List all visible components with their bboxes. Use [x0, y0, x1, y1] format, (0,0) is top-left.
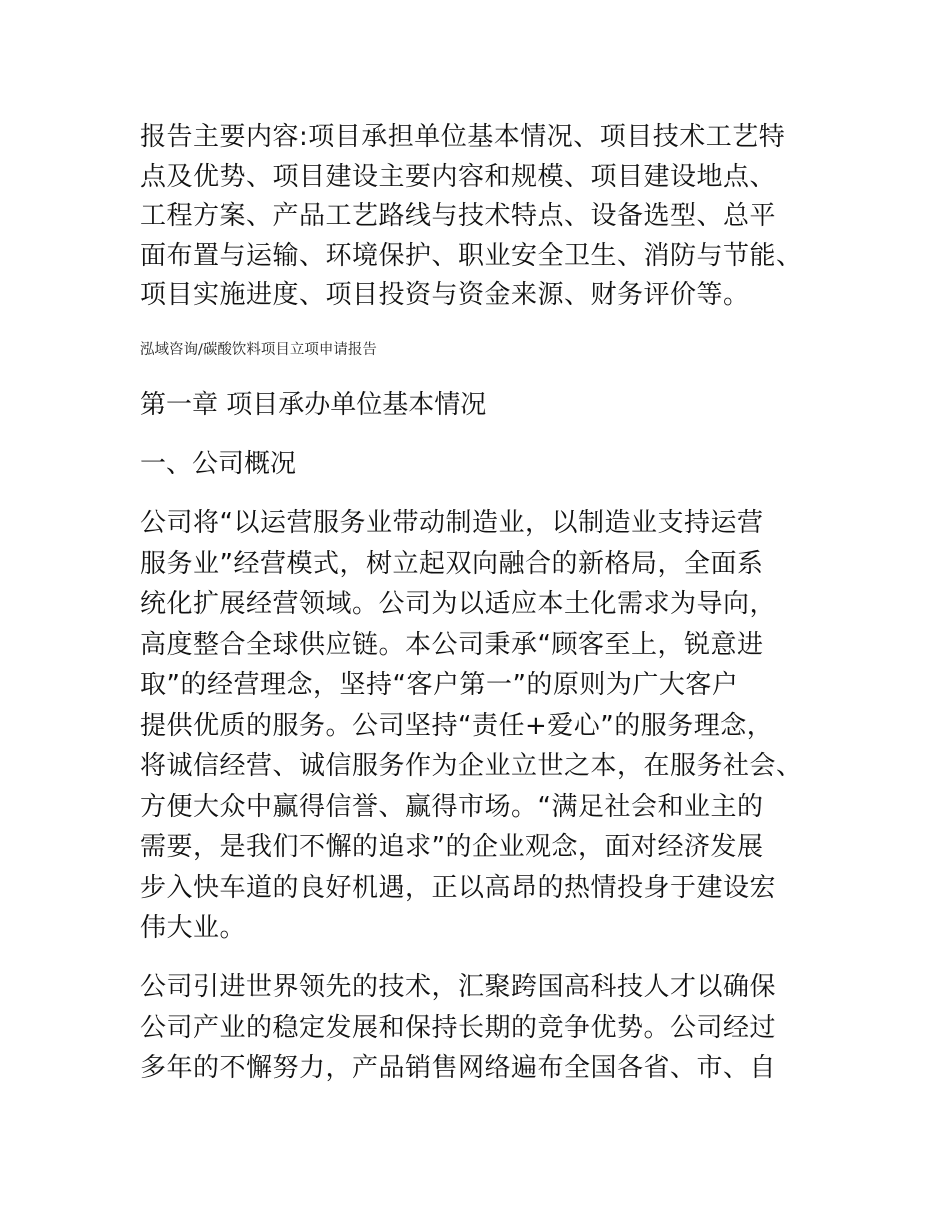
paragraph-line: 公司产业的稳定发展和保持长期的竞争优势。公司经过 [140, 1012, 777, 1043]
paragraph-line: 步入快车道的良好机遇，正以高昂的热情投身于建设宏 [140, 872, 777, 903]
section-title: 一、公司概况 [140, 449, 297, 479]
paragraph-line: 需要，是我们不懈的追求”的企业观念，面对经济发展 [140, 832, 764, 862]
summary-line: 项目实施进度、项目投资与资金来源、财务评价等。 [140, 280, 750, 310]
paragraph-line: 伟大业。 [140, 913, 247, 943]
chapter-title: 第一章 项目承办单位基本情况 [140, 390, 487, 420]
summary-line: 工程方案、产品工艺路线与技术特点、设备选型、总平 [140, 201, 777, 231]
summary-line: 点及优势、项目建设主要内容和规模、项目建设地点、 [140, 161, 777, 192]
paragraph-line: 公司将“以运营服务业带动制造业，以制造业支持运营 [140, 508, 764, 538]
paragraph-line: 统化扩展经营领域。公司为以适应本土化需求为导向， [140, 589, 777, 619]
report-summary [140, 118, 815, 316]
technology-paragraph [140, 967, 815, 1089]
paragraph-line: 高度整合全球供应链。本公司秉承“顾客至上，锐意进 [140, 629, 764, 660]
paragraph-line: 公司引进世界领先的技术，汇聚跨国高科技人才以确保 [140, 972, 777, 1002]
company-overview-paragraph [140, 503, 815, 949]
paragraph-line: 服务业”经营模式，树立起双向融合的新格局，全面系 [140, 548, 764, 579]
paragraph-line: 取”的经营理念，坚持“客户第一”的原则为广大客户 [140, 670, 739, 700]
paragraph-line: 将诚信经营、诚信服务作为企业立世之本，在服务社会、 [140, 751, 803, 781]
summary-line: 报告主要内容:项目承担单位基本情况、项目技术工艺特 [140, 122, 786, 152]
paragraph-line: 提供优质的服务。公司坚持“责任+爱心”的服务理念， [140, 710, 774, 741]
paragraph-line: 多年的不懈努力，产品销售网络遍布全国各省、市、自 [140, 1053, 777, 1083]
summary-line: 面布置与运输、环境保护、职业安全卫生、消防与节能、 [140, 240, 803, 271]
paragraph-line: 方便大众中赢得信誉、赢得市场。“满足社会和业主的 [140, 791, 764, 822]
breadcrumb: 泓域咨询/碳酸饮料项目立项申请报告 [140, 342, 377, 358]
